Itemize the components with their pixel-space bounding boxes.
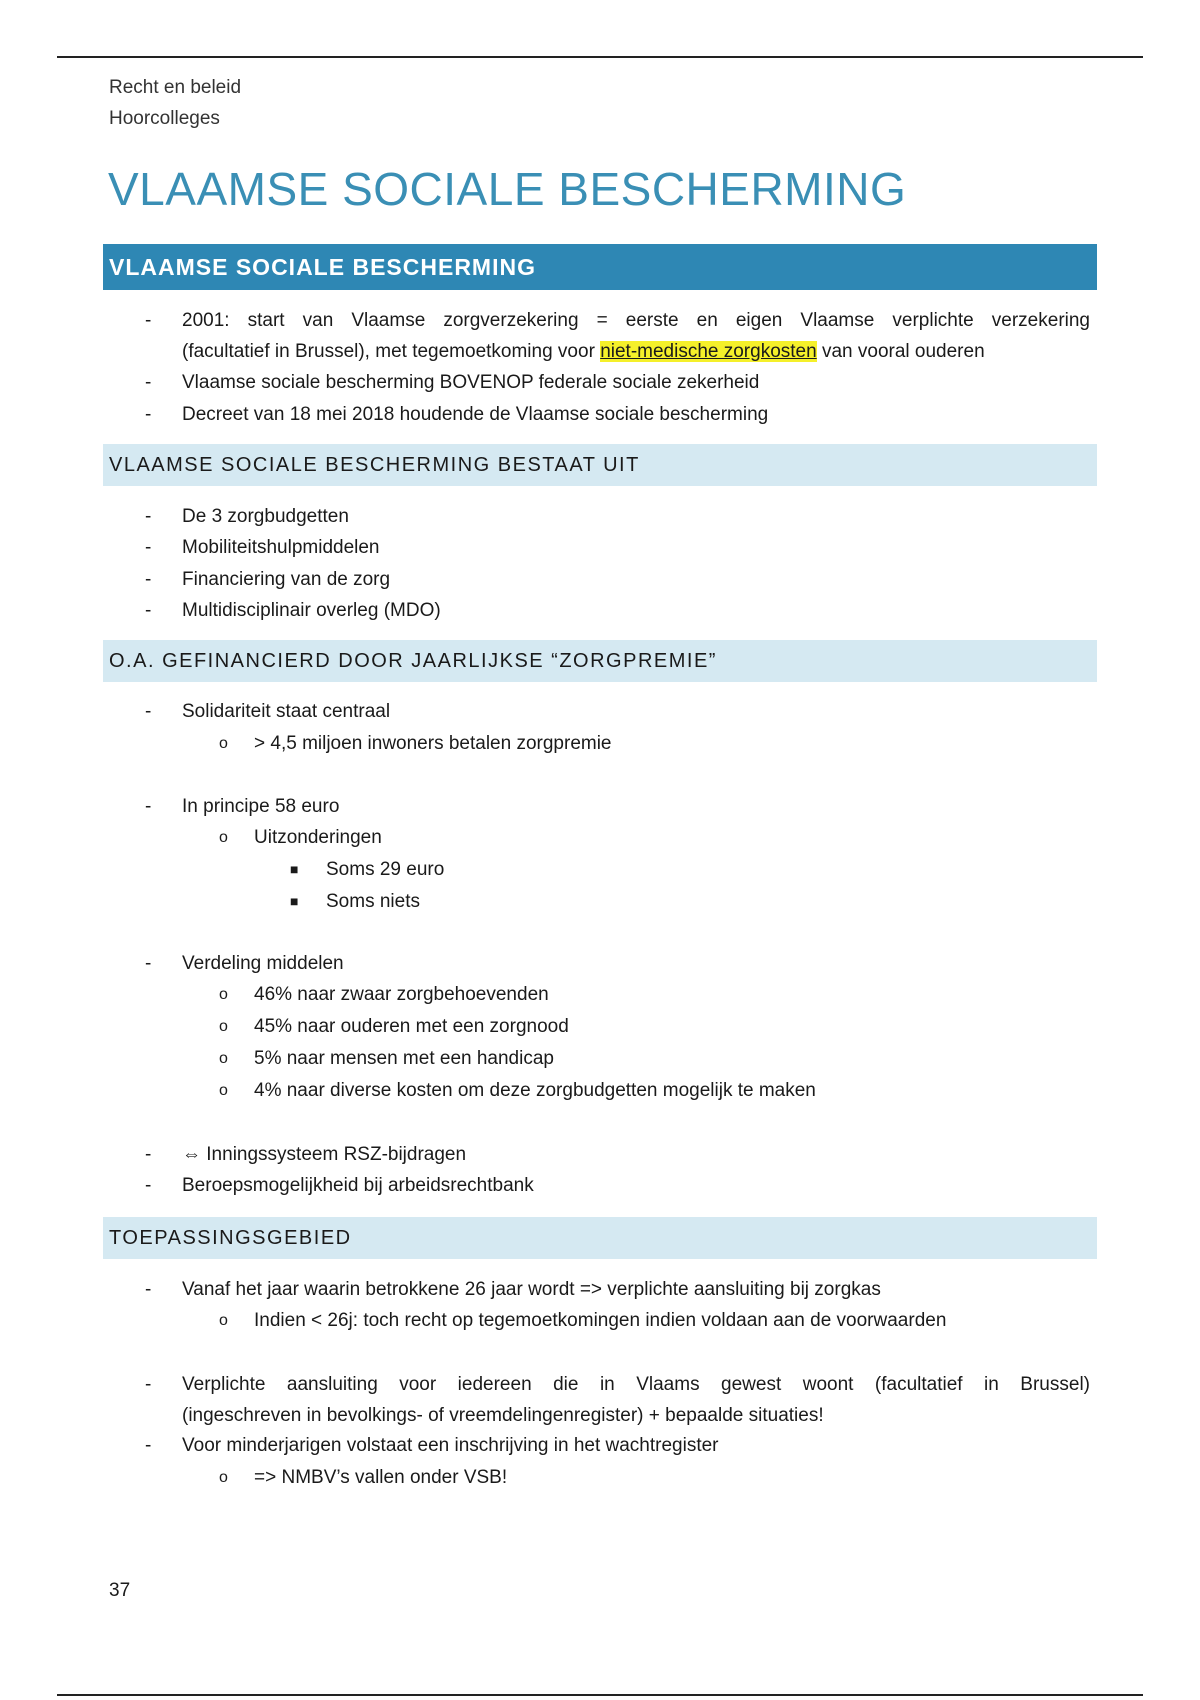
dash-bullet: - — [145, 569, 152, 590]
s1-item1-pre: (facultatief in Brussel), met tegemoetkoming voor — [182, 341, 601, 362]
s4-item2-line1: Verplichte aansluiting voor iedereen die in Vlaams gewest woont (facultatief in Brussel) — [182, 1374, 1090, 1395]
s1-item1-line2 — [182, 336, 985, 367]
dash-bullet: - — [145, 537, 152, 558]
list-item: Multidisciplinair overleg (MDO) — [182, 600, 441, 621]
page-title: VLAAMSE SOCIALE BESCHERMING — [108, 163, 907, 215]
s4-item3: Voor minderjarigen volstaat een inschrijving in het wachtregister — [182, 1435, 719, 1456]
list-item: Mobiliteitshulpmiddelen — [182, 537, 380, 558]
page-number: 37 — [109, 1580, 131, 1601]
verdeling-sub: 4% naar diverse kosten om deze zorgbudgetten mogelijk te maken — [254, 1080, 816, 1101]
circle-bullet: o — [219, 735, 228, 752]
circle-bullet: o — [219, 1018, 228, 1035]
uitzonderingen-item: Uitzonderingen — [254, 827, 382, 848]
section-heading-1: VLAAMSE SOCIALE BESCHERMING — [103, 244, 1097, 290]
highlighted-term: niet-medische zorgkosten — [600, 341, 817, 362]
circle-bullet: o — [219, 1469, 228, 1486]
dash-bullet: - — [145, 1175, 152, 1196]
top-rule — [57, 56, 1143, 58]
dash-bullet: - — [145, 404, 152, 425]
uitzondering-sub: Soms 29 euro — [326, 859, 445, 880]
dash-bullet: - — [145, 1374, 152, 1395]
s4-item2-line2: (ingeschreven in bevolkings- of vreemdelingenregister) + bepaalde situaties! — [182, 1405, 824, 1426]
course-subtitle: Hoorcolleges — [109, 108, 220, 129]
dash-bullet: - — [145, 953, 152, 974]
dash-bullet: - — [145, 701, 152, 722]
section-heading-2: VLAAMSE SOCIALE BESCHERMING BESTAAT UIT — [103, 444, 1097, 486]
bottom-rule — [57, 1694, 1143, 1696]
s4-item1-sub: Indien < 26j: toch recht op tegemoetkomingen indien voldaan aan de voorwaarden — [254, 1310, 947, 1331]
inning-item: ⇔ Inningssysteem RSZ-bijdragen — [182, 1144, 467, 1165]
dash-bullet: - — [145, 600, 152, 621]
s4-item1: Vanaf het jaar waarin betrokkene 26 jaar wordt => verplichte aansluiting bij zorgkas — [182, 1279, 881, 1300]
verdeling-item: Verdeling middelen — [182, 953, 344, 974]
s1-item1-post: van vooral ouderen — [816, 341, 985, 362]
list-item: De 3 zorgbudgetten — [182, 506, 349, 527]
dash-bullet: - — [145, 796, 152, 817]
s4-item3-sub: => NMBV’s vallen onder VSB! — [254, 1467, 508, 1488]
section-heading-4: TOEPASSINGSGEBIED — [103, 1217, 1097, 1259]
s1-item1-line1: 2001: start van Vlaamse zorgverzekering = eerste en eigen Vlaamse verplichte verzekering — [182, 310, 1090, 331]
list-item: Financiering van de zorg — [182, 569, 391, 590]
circle-bullet: o — [219, 829, 228, 846]
circle-bullet: o — [219, 1082, 228, 1099]
running-header — [109, 72, 241, 134]
dash-bullet: - — [145, 1144, 152, 1165]
section-heading-3: O.A. GEFINANCIERD DOOR JAARLIJKSE “ZORGPREMIE” — [103, 640, 1097, 682]
principe-item: In principe 58 euro — [182, 796, 340, 817]
solidariteit-sub: > 4,5 miljoen inwoners betalen zorgpremie — [254, 733, 612, 754]
solidariteit-item: Solidariteit staat centraal — [182, 701, 391, 722]
dash-bullet: - — [145, 372, 152, 393]
verdeling-sub: 5% naar mensen met een handicap — [254, 1048, 554, 1069]
square-bullet: ■ — [290, 861, 299, 877]
square-bullet: ■ — [290, 893, 299, 909]
beroep-item: Beroepsmogelijkheid bij arbeidsrechtbank — [182, 1175, 534, 1196]
verdeling-sub: 46% naar zwaar zorgbehoevenden — [254, 984, 549, 1005]
s1-item3: Decreet van 18 mei 2018 houdende de Vlaamse sociale bescherming — [182, 404, 769, 425]
dash-bullet: - — [145, 310, 152, 331]
verdeling-sub: 45% naar ouderen met een zorgnood — [254, 1016, 569, 1037]
circle-bullet: o — [219, 1312, 228, 1329]
circle-bullet: o — [219, 1050, 228, 1067]
course-name: Recht en beleid — [109, 77, 242, 98]
dash-bullet: - — [145, 1279, 152, 1300]
dash-bullet: - — [145, 506, 152, 527]
uitzondering-sub: Soms niets — [326, 891, 420, 912]
circle-bullet: o — [219, 986, 228, 1003]
s1-item2: Vlaamse sociale bescherming BOVENOP federale sociale zekerheid — [182, 372, 760, 393]
dash-bullet: - — [145, 1435, 152, 1456]
